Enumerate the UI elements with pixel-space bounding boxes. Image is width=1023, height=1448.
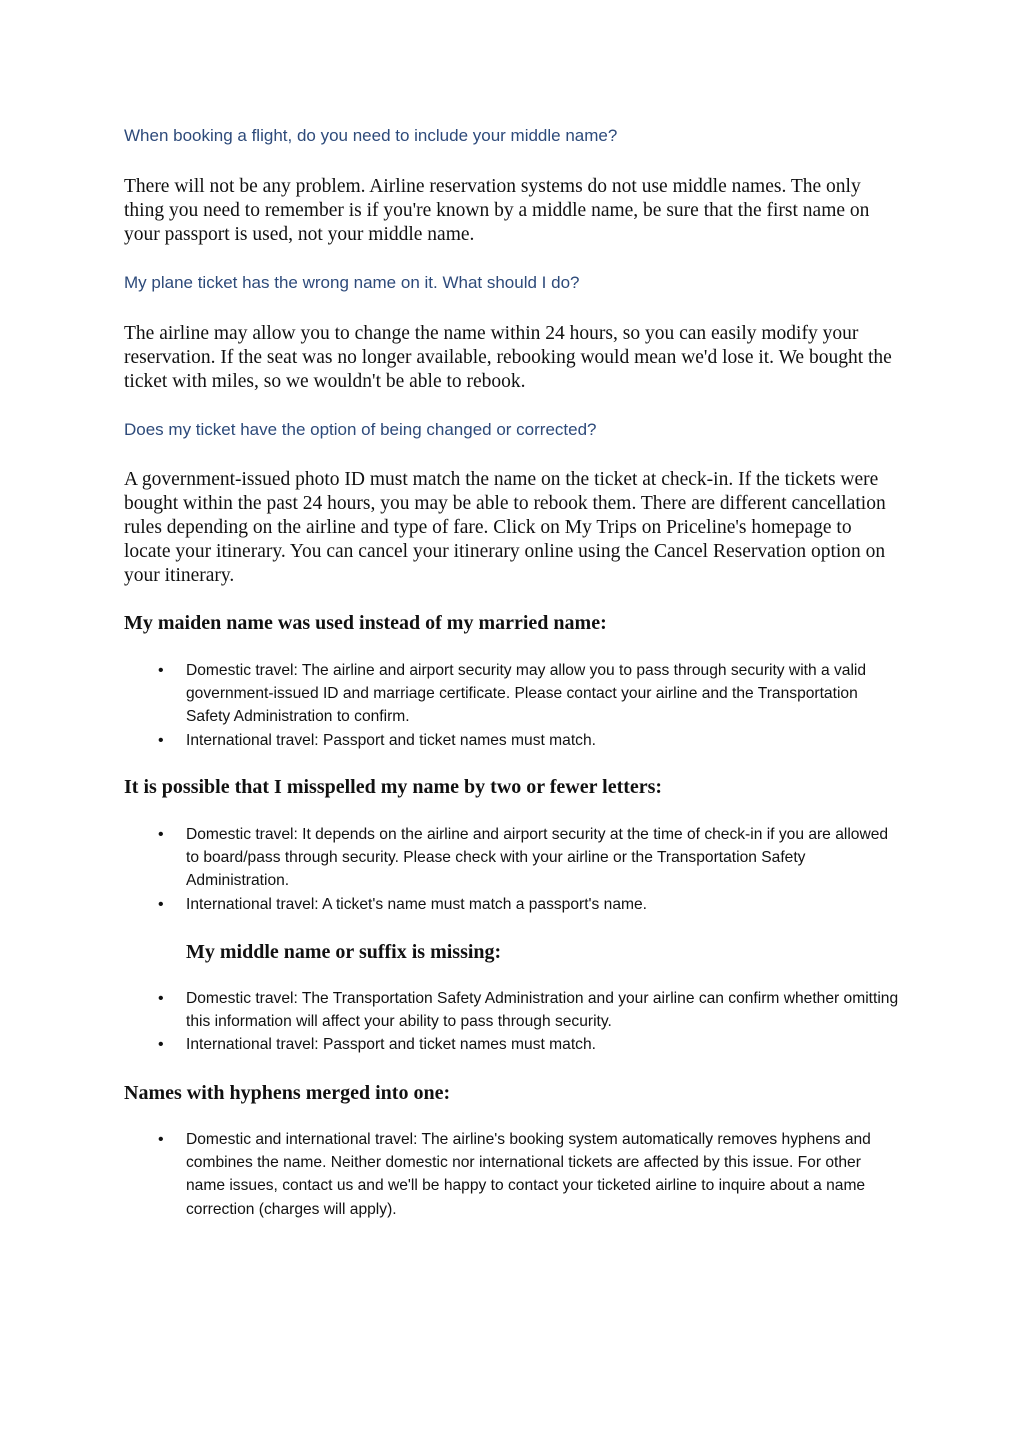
question-text: Does my ticket have the option of being changed or corrected? <box>124 420 597 439</box>
case-heading-text: My maiden name was used instead of my married name: <box>124 612 607 634</box>
bullet-icon: • <box>158 895 164 913</box>
faq-answer-2 <box>124 322 899 394</box>
question-text: My plane ticket has the wrong name on it. What should I do? <box>124 273 580 292</box>
case-heading-1 <box>124 611 899 635</box>
case-heading-4 <box>124 1081 899 1105</box>
bullet-text: Domestic and international travel: The airline's booking system automatically removes hyphens and combines the name. Neither domestic nor international tickets are affected by this issue. For other name issues, contact us and we'll be happy to contact your ticketed airline to inquire about a name correction (charges will apply). <box>186 1131 871 1218</box>
bullet-icon: • <box>158 990 164 1007</box>
bullet-text: Domestic travel: The Transportation Safety Administration and your airline can confirm whether omitting this information will affect your ability to pass through security. <box>186 990 899 1031</box>
bullet-text: Domestic travel: The airline and airport security may allow you to pass through security with a valid government-issued ID and marriage certificate. Please contact your airline and the Transportation Safety Administration to confirm. <box>186 662 867 726</box>
faq-question-2 <box>124 271 899 295</box>
bullet-icon: • <box>158 731 164 749</box>
question-text: When booking a flight, do you need to include your middle name? <box>124 126 618 145</box>
bullet-icon: • <box>158 1036 164 1054</box>
bullet-icon: • <box>158 662 164 679</box>
list-item <box>124 729 904 752</box>
case-bullets-3 <box>124 987 904 1057</box>
answer-text: The airline may allow you to change the name within 24 hours, so you can easily modify your reservation. If the seat was no longer available, rebooking would mean we'd lose it. We bought the ticket with miles, so we wouldn't be able to rebook. <box>124 323 892 392</box>
faq-answer-3 <box>124 468 899 588</box>
case-bullets-1 <box>124 659 904 752</box>
bullet-icon: • <box>158 1131 164 1148</box>
answer-text: A government-issued photo ID must match the name on the ticket at check-in. If the tickets were bought within the past 24 hours, you may be able to rebook them. There are different cancellation rules depending on the airline and type of fare. Click on My Trips on Priceline's homepage to locate your itinerary. You can cancel your itinerary online using the Cancel Reservation option on your itinerary. <box>124 469 886 586</box>
bullet-text: International travel: A ticket's name must match a passport's name. <box>186 895 647 913</box>
bullet-icon: • <box>158 826 164 843</box>
faq-question-3 <box>124 418 899 442</box>
case-heading-text: Names with hyphens merged into one: <box>124 1082 451 1104</box>
list-item <box>124 987 904 1033</box>
case-bullets-2 <box>124 823 904 916</box>
faq-question-1 <box>124 124 899 148</box>
bullet-text: International travel: Passport and ticket names must match. <box>186 731 596 749</box>
case-heading-text: It is possible that I misspelled my name by two or fewer letters: <box>124 776 663 798</box>
list-item <box>124 823 904 893</box>
list-item <box>124 893 904 916</box>
faq-answer-1 <box>124 175 899 247</box>
bullet-text: Domestic travel: It depends on the airline and airport security at the time of check-in if you are allowed to board/pass through security. Please check with your airline or the Transportation Safety Administration. <box>186 826 889 890</box>
list-item <box>124 1128 904 1221</box>
case-heading-3 <box>186 940 961 964</box>
list-item <box>124 1033 904 1056</box>
case-heading-2 <box>124 775 899 799</box>
case-bullets-4 <box>124 1128 904 1221</box>
bullet-text: International travel: Passport and ticket names must match. <box>186 1036 596 1054</box>
list-item <box>124 659 904 729</box>
answer-text: There will not be any problem. Airline reservation systems do not use middle names. The only thing you need to remember is if you're known by a middle name, be sure that the first name on your passport is used, not your middle name. <box>124 176 870 245</box>
case-heading-text: My middle name or suffix is missing: <box>186 941 502 963</box>
